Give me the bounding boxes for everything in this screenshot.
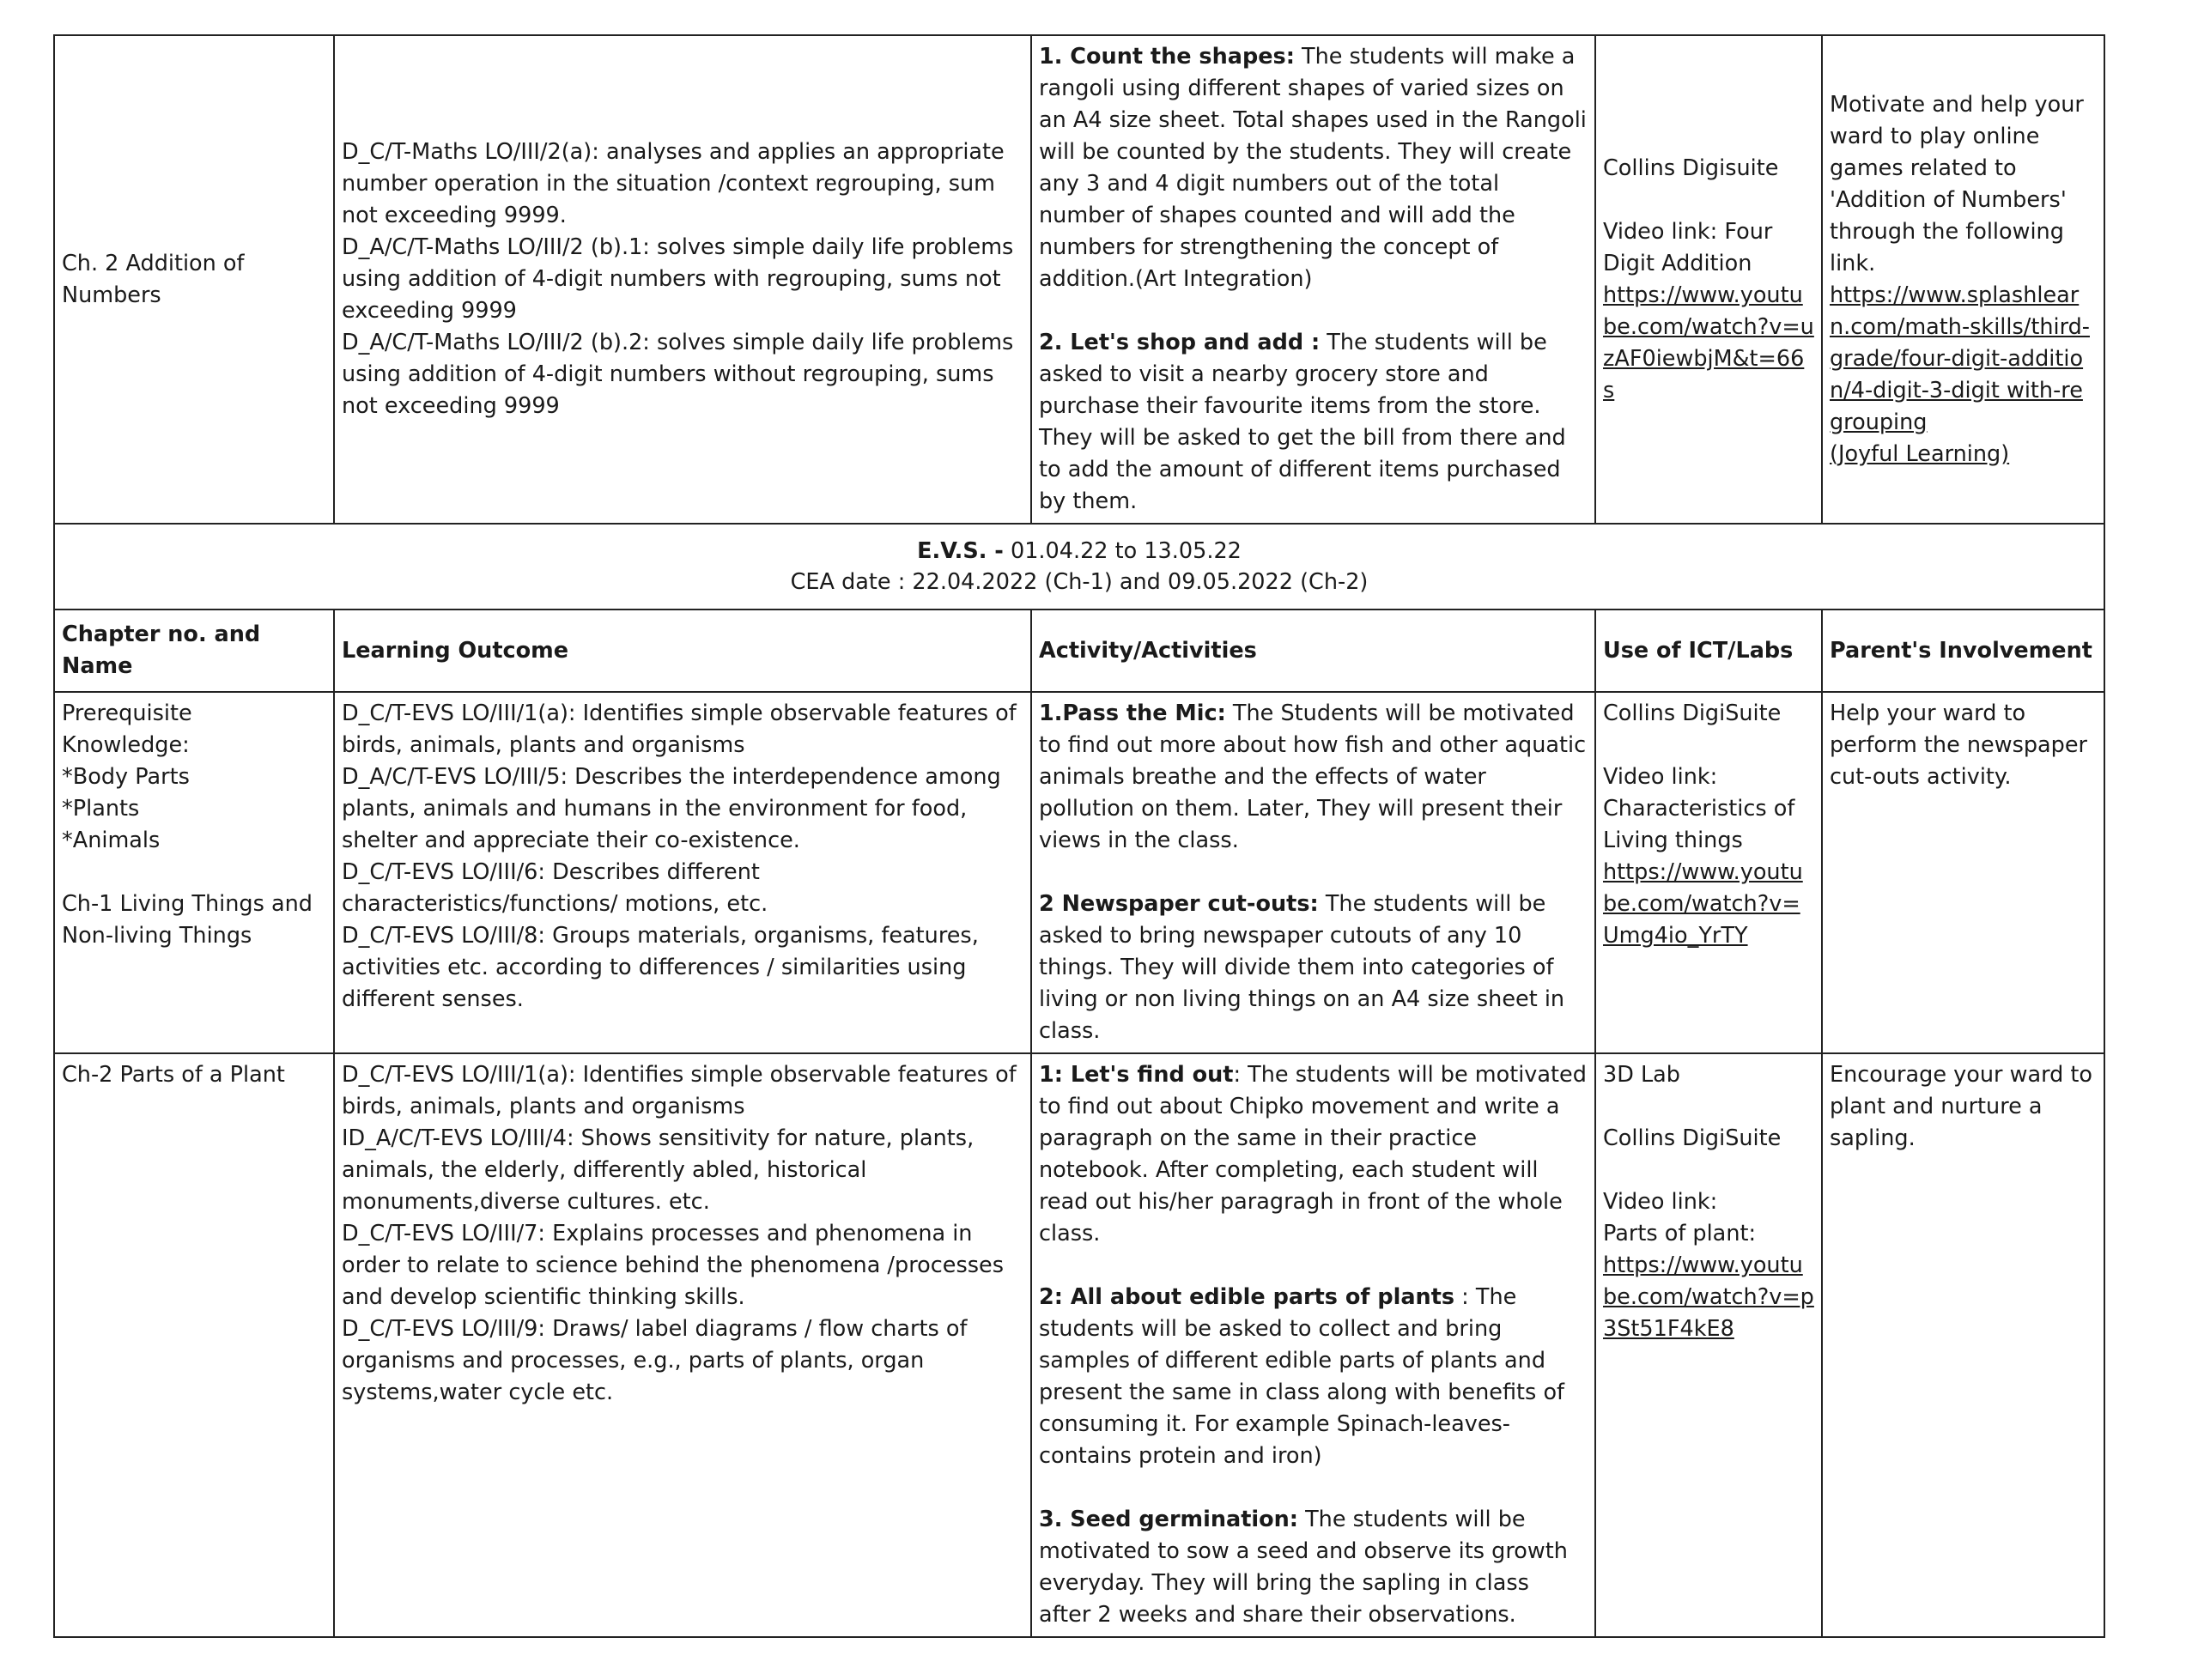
outcome-text: D_C/T-EVS LO/III/6: Describes different characteristics/functions/ motions, etc. xyxy=(342,859,768,917)
activity-item xyxy=(1039,889,1588,1047)
activity-title: 2: All about edible parts of plants xyxy=(1039,1284,1455,1310)
ict-tool: Collins Digisuite xyxy=(1603,155,1779,181)
activity-title: 2. Let's shop and add : xyxy=(1039,330,1321,355)
parent-text: Encourage your ward to plant and nurture a sapling. xyxy=(1830,1062,2092,1151)
activity-text: The Students will be motivated to find out more about how fish and other aquatic animals breathe and the effects of water pollution on them. Later, They will present their views in the class. xyxy=(1039,701,1587,853)
activity-item xyxy=(1039,41,1588,295)
video-topic: Parts of plant: xyxy=(1603,1221,1757,1246)
maths-ch2-row xyxy=(54,35,2104,524)
parent-text: Motivate and help your ward to play online games related to 'Addition of Numbers' through the following link. xyxy=(1830,91,2084,276)
activity-title: 1.Pass the Mic: xyxy=(1039,701,1226,726)
learning-outcome-cell xyxy=(334,35,1031,524)
parent-link[interactable]: https://www.splashlearn.com/math-skills/third-grade/four-digit-addition/4-digit-3-digit with-regrouping xyxy=(1830,282,2090,435)
parent-cell xyxy=(1822,692,2104,1053)
ict-cell xyxy=(1595,35,1822,524)
activity-text: The students will make a rangoli using different shapes of varied sizes on an A4 size sheet. Total shapes used in the Rangoli will be counted by the students. They will create any 3 and 4 digit numbers out of the total number of shapes counted and will add the numbers for strengthening the concept of addition.(Art Integration) xyxy=(1039,44,1587,292)
outcome-text: D_A/C/T-EVS LO/III/5: Describes the interdependence among plants, animals and humans in the environment for food, shelter and appreciate their co-existence. xyxy=(342,764,1001,853)
video-link[interactable]: https://www.youtube.com/watch?v=p3St51F4kE8 xyxy=(1603,1252,1814,1342)
prerequisite-item: *Plants xyxy=(62,796,140,822)
chapter-name: Ch-1 Living Things and Non-living Things xyxy=(62,891,313,949)
activity-item xyxy=(1039,1504,1588,1631)
activity-cell xyxy=(1031,1053,1595,1637)
video-link[interactable]: https://www.youtube.com/watch?v=uzAF0iewbjM&t=66s xyxy=(1603,282,1814,403)
activity-text: The students will be asked to bring newspaper cutouts of any 10 things. They will divide them into categories of living or non living things on an A4 size sheet in class. xyxy=(1039,891,1565,1044)
activity-item xyxy=(1039,698,1588,857)
ict-cell xyxy=(1595,692,1822,1053)
learning-outcome-cell xyxy=(334,692,1031,1053)
evs-subject: E.V.S. - xyxy=(917,538,1004,564)
chapter-cell xyxy=(54,692,334,1053)
learning-outcome-cell xyxy=(334,1053,1031,1637)
activity-text: : The students will be asked to collect and bring samples of different edible parts of plants and present the same in class along with benefits of consuming it. For example Spinach-leaves-contains protein and iron) xyxy=(1039,1284,1565,1469)
outcome-text: D_A/C/T-Maths LO/III/2 (b).1: solves simple daily life problems using addition of 4-digit numbers with regrouping, sums not exceeding 9999 xyxy=(342,234,1014,324)
video-label: Video link: Characteristics of Living things xyxy=(1603,764,1795,853)
header-outcome: Learning Outcome xyxy=(334,610,1031,692)
video-label: Video link: Four Digit Addition xyxy=(1603,218,1773,276)
parent-cell xyxy=(1822,1053,2104,1637)
header-parent: Parent's Involvement xyxy=(1822,610,2104,692)
chapter-name: Ch-2 Parts of a Plant xyxy=(62,1062,285,1088)
evs-dates: 01.04.22 to 13.05.22 xyxy=(1003,538,1242,564)
ict-tool: Collins DigiSuite xyxy=(1603,701,1782,726)
evs-banner xyxy=(54,524,2104,610)
chapter-name: Ch. 2 Addition of Numbers xyxy=(62,250,245,308)
activity-title: 3. Seed germination: xyxy=(1039,1507,1298,1532)
curriculum-page xyxy=(53,34,2104,1638)
activity-item xyxy=(1039,1282,1588,1472)
prerequisite-label: Prerequisite Knowledge: xyxy=(62,701,192,758)
activity-text: : The students will be motivated to find out about Chipko movement and write a paragraph on the same in their practice notebook. After completing, each student will read out his/her paragragh in front of the whole class. xyxy=(1039,1062,1587,1246)
parent-cell xyxy=(1822,35,2104,524)
parent-text: Help your ward to perform the newspaper cut-outs activity. xyxy=(1830,701,2088,790)
evs-banner-row xyxy=(54,524,2104,610)
activity-title: 2 Newspaper cut-outs: xyxy=(1039,891,1319,917)
outcome-text: ID_A/C/T-EVS LO/III/4: Shows sensitivity for nature, plants, animals, the elderly, differently abled, historical monuments,diverse cultures. etc. xyxy=(342,1125,975,1215)
header-activity: Activity/Activities xyxy=(1031,610,1595,692)
activity-title: 1. Count the shapes: xyxy=(1039,44,1295,70)
activity-text: The students will be asked to visit a nearby grocery store and purchase their favourite items from the store. They will be asked to get the bill from there and to add the amount of different items purchased by them. xyxy=(1039,330,1566,514)
lab-name: 3D Lab xyxy=(1603,1062,1680,1088)
activity-cell xyxy=(1031,692,1595,1053)
video-label: Video link: xyxy=(1603,1189,1718,1215)
outcome-text: D_C/T-EVS LO/III/9: Draws/ label diagrams / flow charts of organisms and processes, e.g., parts of plants, organ systems,water cycle etc. xyxy=(342,1316,968,1405)
prerequisite-item: *Animals xyxy=(62,828,161,853)
header-ict: Use of ICT/Labs xyxy=(1595,610,1822,692)
outcome-text: D_C/T-Maths LO/III/2(a): analyses and applies an appropriate number operation in the situation /context regrouping, sum not exceeding 9999. xyxy=(342,139,1005,228)
outcome-text: D_C/T-EVS LO/III/1(a): Identifies simple observable features of birds, animals, plants and organisms xyxy=(342,701,1017,758)
video-link[interactable]: https://www.youtube.com/watch?v=Umg4io_YrTY xyxy=(1603,859,1803,949)
evs-ch1-row xyxy=(54,692,2104,1053)
activity-item xyxy=(1039,1059,1588,1250)
ict-cell xyxy=(1595,1053,1822,1637)
outcome-text: D_A/C/T-Maths LO/III/2 (b).2: solves simple daily life problems using addition of 4-digit numbers without regrouping, sums not exceeding 9999 xyxy=(342,330,1014,419)
parent-link-note[interactable]: (Joyful Learning) xyxy=(1830,440,2010,467)
activity-item xyxy=(1039,327,1588,518)
header-chapter: Chapter no. and Name xyxy=(54,610,334,692)
activity-title: 1: Let's find out xyxy=(1039,1062,1234,1088)
chapter-cell xyxy=(54,1053,334,1637)
prerequisite-item: *Body Parts xyxy=(62,764,190,790)
evs-ch2-row xyxy=(54,1053,2104,1637)
outcome-text: D_C/T-EVS LO/III/8: Groups materials, organisms, features, activities etc. according to differences / similarities using different senses. xyxy=(342,923,979,1012)
activity-text: The students will be motivated to sow a seed and observe its growth everyday. They will bring the sapling in class after 2 weeks and share their observations. xyxy=(1039,1507,1568,1628)
chapter-cell xyxy=(54,35,334,524)
activity-cell xyxy=(1031,35,1595,524)
evs-title-line xyxy=(62,536,2097,567)
syllabus-table xyxy=(53,34,2105,1638)
outcome-text: D_C/T-EVS LO/III/1(a): Identifies simple observable features of birds, animals, plants and organisms xyxy=(342,1062,1017,1119)
cea-date: CEA date : 22.04.2022 (Ch-1) and 09.05.2022 (Ch-2) xyxy=(790,569,1369,595)
outcome-text: D_C/T-EVS LO/III/7: Explains processes and phenomena in order to relate to science behind the phenomena /processes and develop scientific thinking skills. xyxy=(342,1221,1004,1310)
header-row xyxy=(54,610,2104,692)
ict-tool: Collins DigiSuite xyxy=(1603,1125,1782,1151)
